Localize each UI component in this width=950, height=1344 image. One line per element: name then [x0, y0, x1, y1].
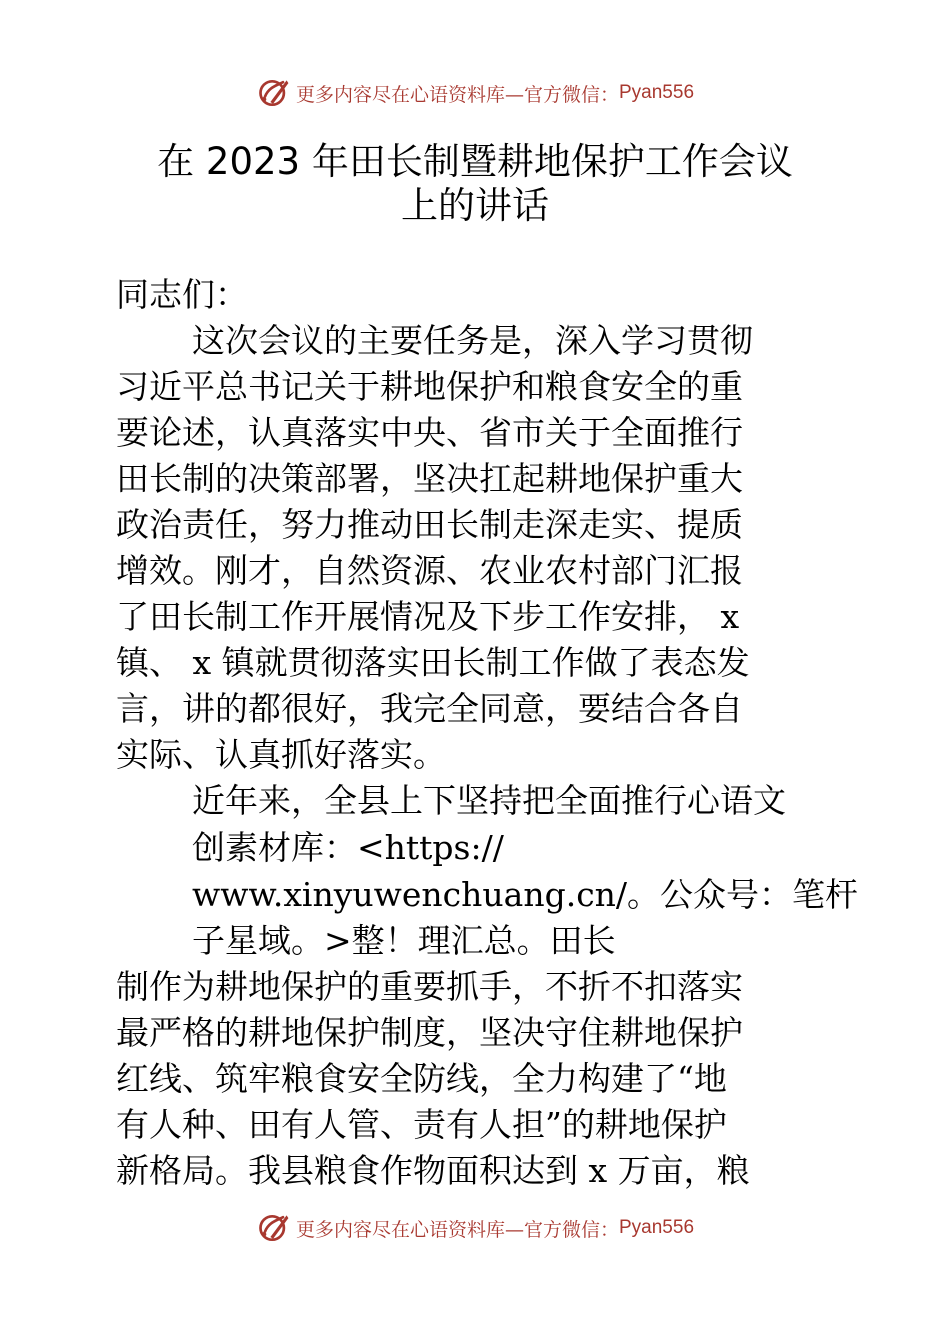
body-line: 习近平总书记关于耕地保护和粮食安全的重	[116, 367, 743, 406]
watermark-wechat-id: Pyan556	[619, 82, 695, 103]
pen-logo-icon	[256, 1210, 292, 1246]
watermark-banner-top	[0, 73, 950, 113]
body-line: 近年来，全县上下坚持把全面推行心语文	[192, 781, 786, 820]
title-line: 在 2023 年田长制暨耕地保护工作会议	[157, 140, 793, 183]
document-title	[100, 140, 850, 228]
document-body	[116, 272, 886, 1194]
pen-logo-icon	[256, 75, 292, 111]
body-line: www.xinyuwenchuang.cn/。公众号：笔杆	[192, 875, 859, 914]
title-line: 上的讲话	[401, 184, 549, 227]
body-line: 实际、认真抓好落实。	[116, 735, 446, 774]
body-line: 了田长制工作开展情况及下步工作安排， x	[116, 597, 740, 636]
body-line: 田长制的决策部署，坚决扛起耕地保护重大	[116, 459, 743, 498]
body-line: 最严格的耕地保护制度，坚决守住耕地保护	[116, 1013, 743, 1052]
body-line: 有人种、田有人管、责有人担”的耕地保护	[116, 1105, 727, 1144]
body-line: 言，讲的都很好，我完全同意，要结合各自	[116, 689, 743, 728]
body-line: 增效。刚才，自然资源、农业农村部门汇报	[116, 551, 743, 590]
body-line: 创素材库：<https://	[192, 828, 504, 867]
watermark-text: 更多内容尽在心语资料库—官方微信：	[295, 1218, 619, 1241]
body-line: 子星域。>整！理汇总。田长	[192, 921, 616, 960]
body-line: 新格局。我县粮食作物面积达到 x 万亩，粮	[116, 1151, 750, 1190]
body-line: 政治责任，努力推动田长制走深走实、提质	[116, 505, 743, 544]
watermark-text: 更多内容尽在心语资料库—官方微信：	[295, 83, 619, 106]
body-line: 镇、 x 镇就贯彻落实田长制工作做了表态发	[116, 643, 750, 682]
body-line: 这次会议的主要任务是，深入学习贯彻	[192, 321, 753, 360]
body-line: 要论述，认真落实中央、省市关于全面推行	[116, 413, 743, 452]
body-line: 制作为耕地保护的重要抓手，不折不扣落实	[116, 967, 743, 1006]
body-line: 红线、筑牢粮食安全防线，全力构建了“地	[116, 1059, 727, 1098]
watermark-banner-bottom	[0, 1208, 950, 1248]
salutation: 同志们：	[116, 275, 248, 314]
watermark-wechat-id: Pyan556	[619, 1217, 695, 1238]
